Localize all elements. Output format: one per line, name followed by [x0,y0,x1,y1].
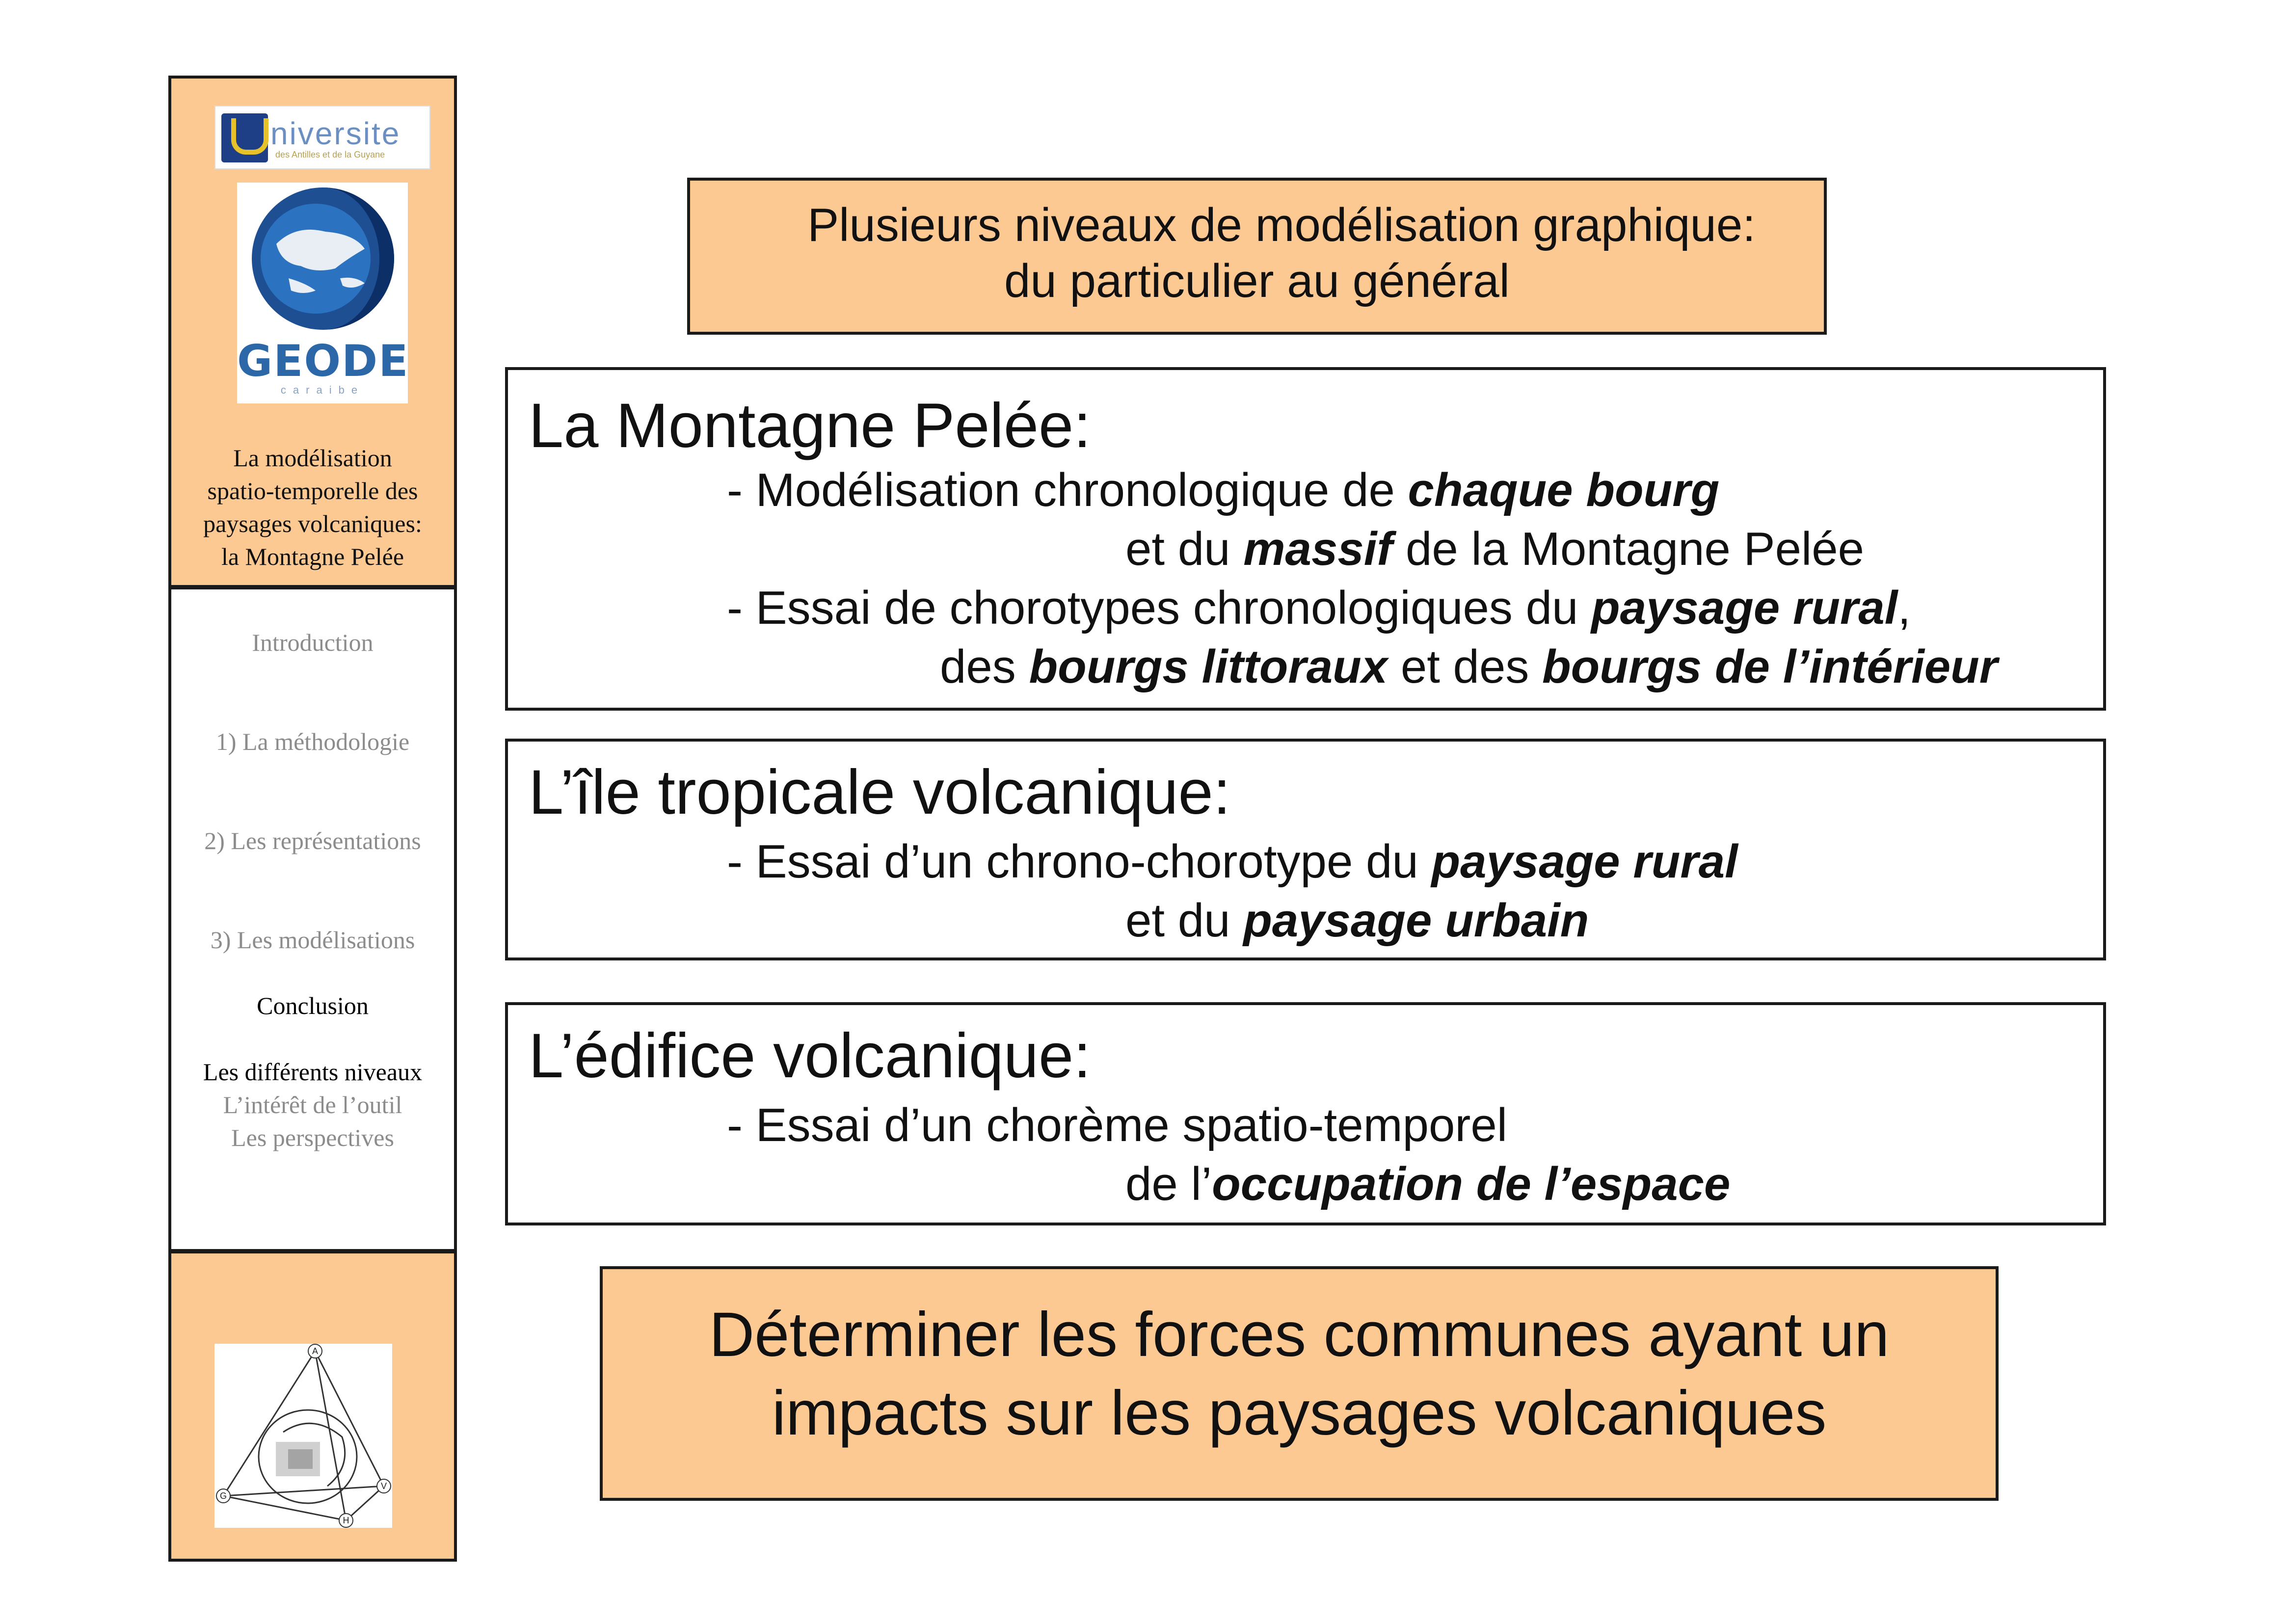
level-box-edifice-volcanique [505,1002,2106,1225]
level-line [1125,894,1589,948]
diagram-label-h: H [343,1516,349,1525]
line-text: - Essai de chorotypes chronologiques du [727,582,1592,634]
nav-item-conclusion[interactable]: Conclusion [257,992,369,1019]
sidebar-title [168,442,457,573]
diagram-label-v: V [380,1481,387,1491]
sidebar-title-line: La modélisation [233,444,392,472]
line-text: de l’ [1125,1158,1212,1210]
line-text: , [1897,582,1911,634]
line-emphasis: paysage rural [1591,582,1898,634]
line-text: de la Montagne Pelée [1392,523,1865,575]
line-emphasis: chaque bourg [1408,464,1720,516]
nav-item-introduction[interactable]: Introduction [252,629,374,656]
chorotype-diagram [214,1344,392,1528]
sidebar-title-line: paysages volcaniques: [203,510,422,537]
level-line [727,835,1738,889]
sidebar-nav-panel [168,586,457,1252]
level-line [727,463,1719,517]
level-line [940,640,1998,694]
nav-item-perspectives[interactable]: Les perspectives [231,1124,394,1151]
nav-item-interet[interactable]: L’intérêt de l’outil [223,1091,402,1118]
level-line [727,581,1911,635]
tetrahedron-diagram-icon [214,1344,392,1528]
slide-title-line-1: Plusieurs niveaux de modélisation graphique: [807,199,1756,251]
globe-icon [242,185,404,332]
line-text: et du [1125,523,1244,575]
conclusion-line-1: Déterminer les forces communes ayant un [709,1300,1890,1370]
university-u-icon [221,113,268,162]
line-emphasis: occupation de l’espace [1212,1158,1731,1210]
level-heading: L’île tropicale volcanique: [529,757,1231,827]
line-text: - Essai d’un chrono-chorotype du [727,835,1432,888]
level-line [1125,522,1864,576]
slide-title-line-2: du particulier au général [1004,255,1510,307]
geode-logo-subtitle: caraibe [280,384,365,396]
university-logo [214,106,430,169]
line-text: des [940,640,1029,693]
line-text: - Modélisation chronologique de [727,464,1408,516]
level-box-ile-tropicale [505,739,2106,960]
sidebar-title-line: spatio-temporelle des [207,477,418,505]
level-heading: La Montagne Pelée: [529,391,1091,461]
conclusion-box [600,1266,1999,1501]
line-emphasis: paysage urbain [1243,894,1589,947]
university-logo-subtitle: des Antilles et de la Guyane [275,150,385,160]
line-emphasis: paysage rural [1431,835,1738,888]
geode-logo-text: GEODE [237,336,409,386]
level-heading: L’édifice volcanique: [529,1021,1091,1091]
nav-item-methodologie[interactable]: 1) La méthodologie [215,728,410,755]
line-emphasis: massif [1243,523,1393,575]
level-line: - Essai d’un chorème spatio-temporel [727,1099,1508,1151]
slide-title-box [687,178,1827,335]
diagram-label-a: A [312,1346,319,1356]
sidebar-title-line: la Montagne Pelée [221,543,404,570]
level-line [1125,1157,1730,1211]
geode-logo [237,183,408,403]
line-emphasis: bourgs littoraux [1029,640,1388,693]
conclusion-line-2: impacts sur les paysages volcaniques [772,1378,1827,1448]
level-box-montagne-pelee [505,367,2106,711]
diagram-label-g: G [219,1491,227,1501]
line-emphasis: bourgs de l’intérieur [1542,640,1998,693]
line-text: et du [1125,894,1244,947]
nav-item-niveaux[interactable]: Les différents niveaux [203,1058,423,1086]
university-logo-text: niversite [270,116,401,151]
nav-item-representations[interactable]: 2) Les représentations [204,827,421,854]
line-text: et des [1388,640,1542,693]
nav-item-modelisations[interactable]: 3) Les modélisations [210,926,415,954]
